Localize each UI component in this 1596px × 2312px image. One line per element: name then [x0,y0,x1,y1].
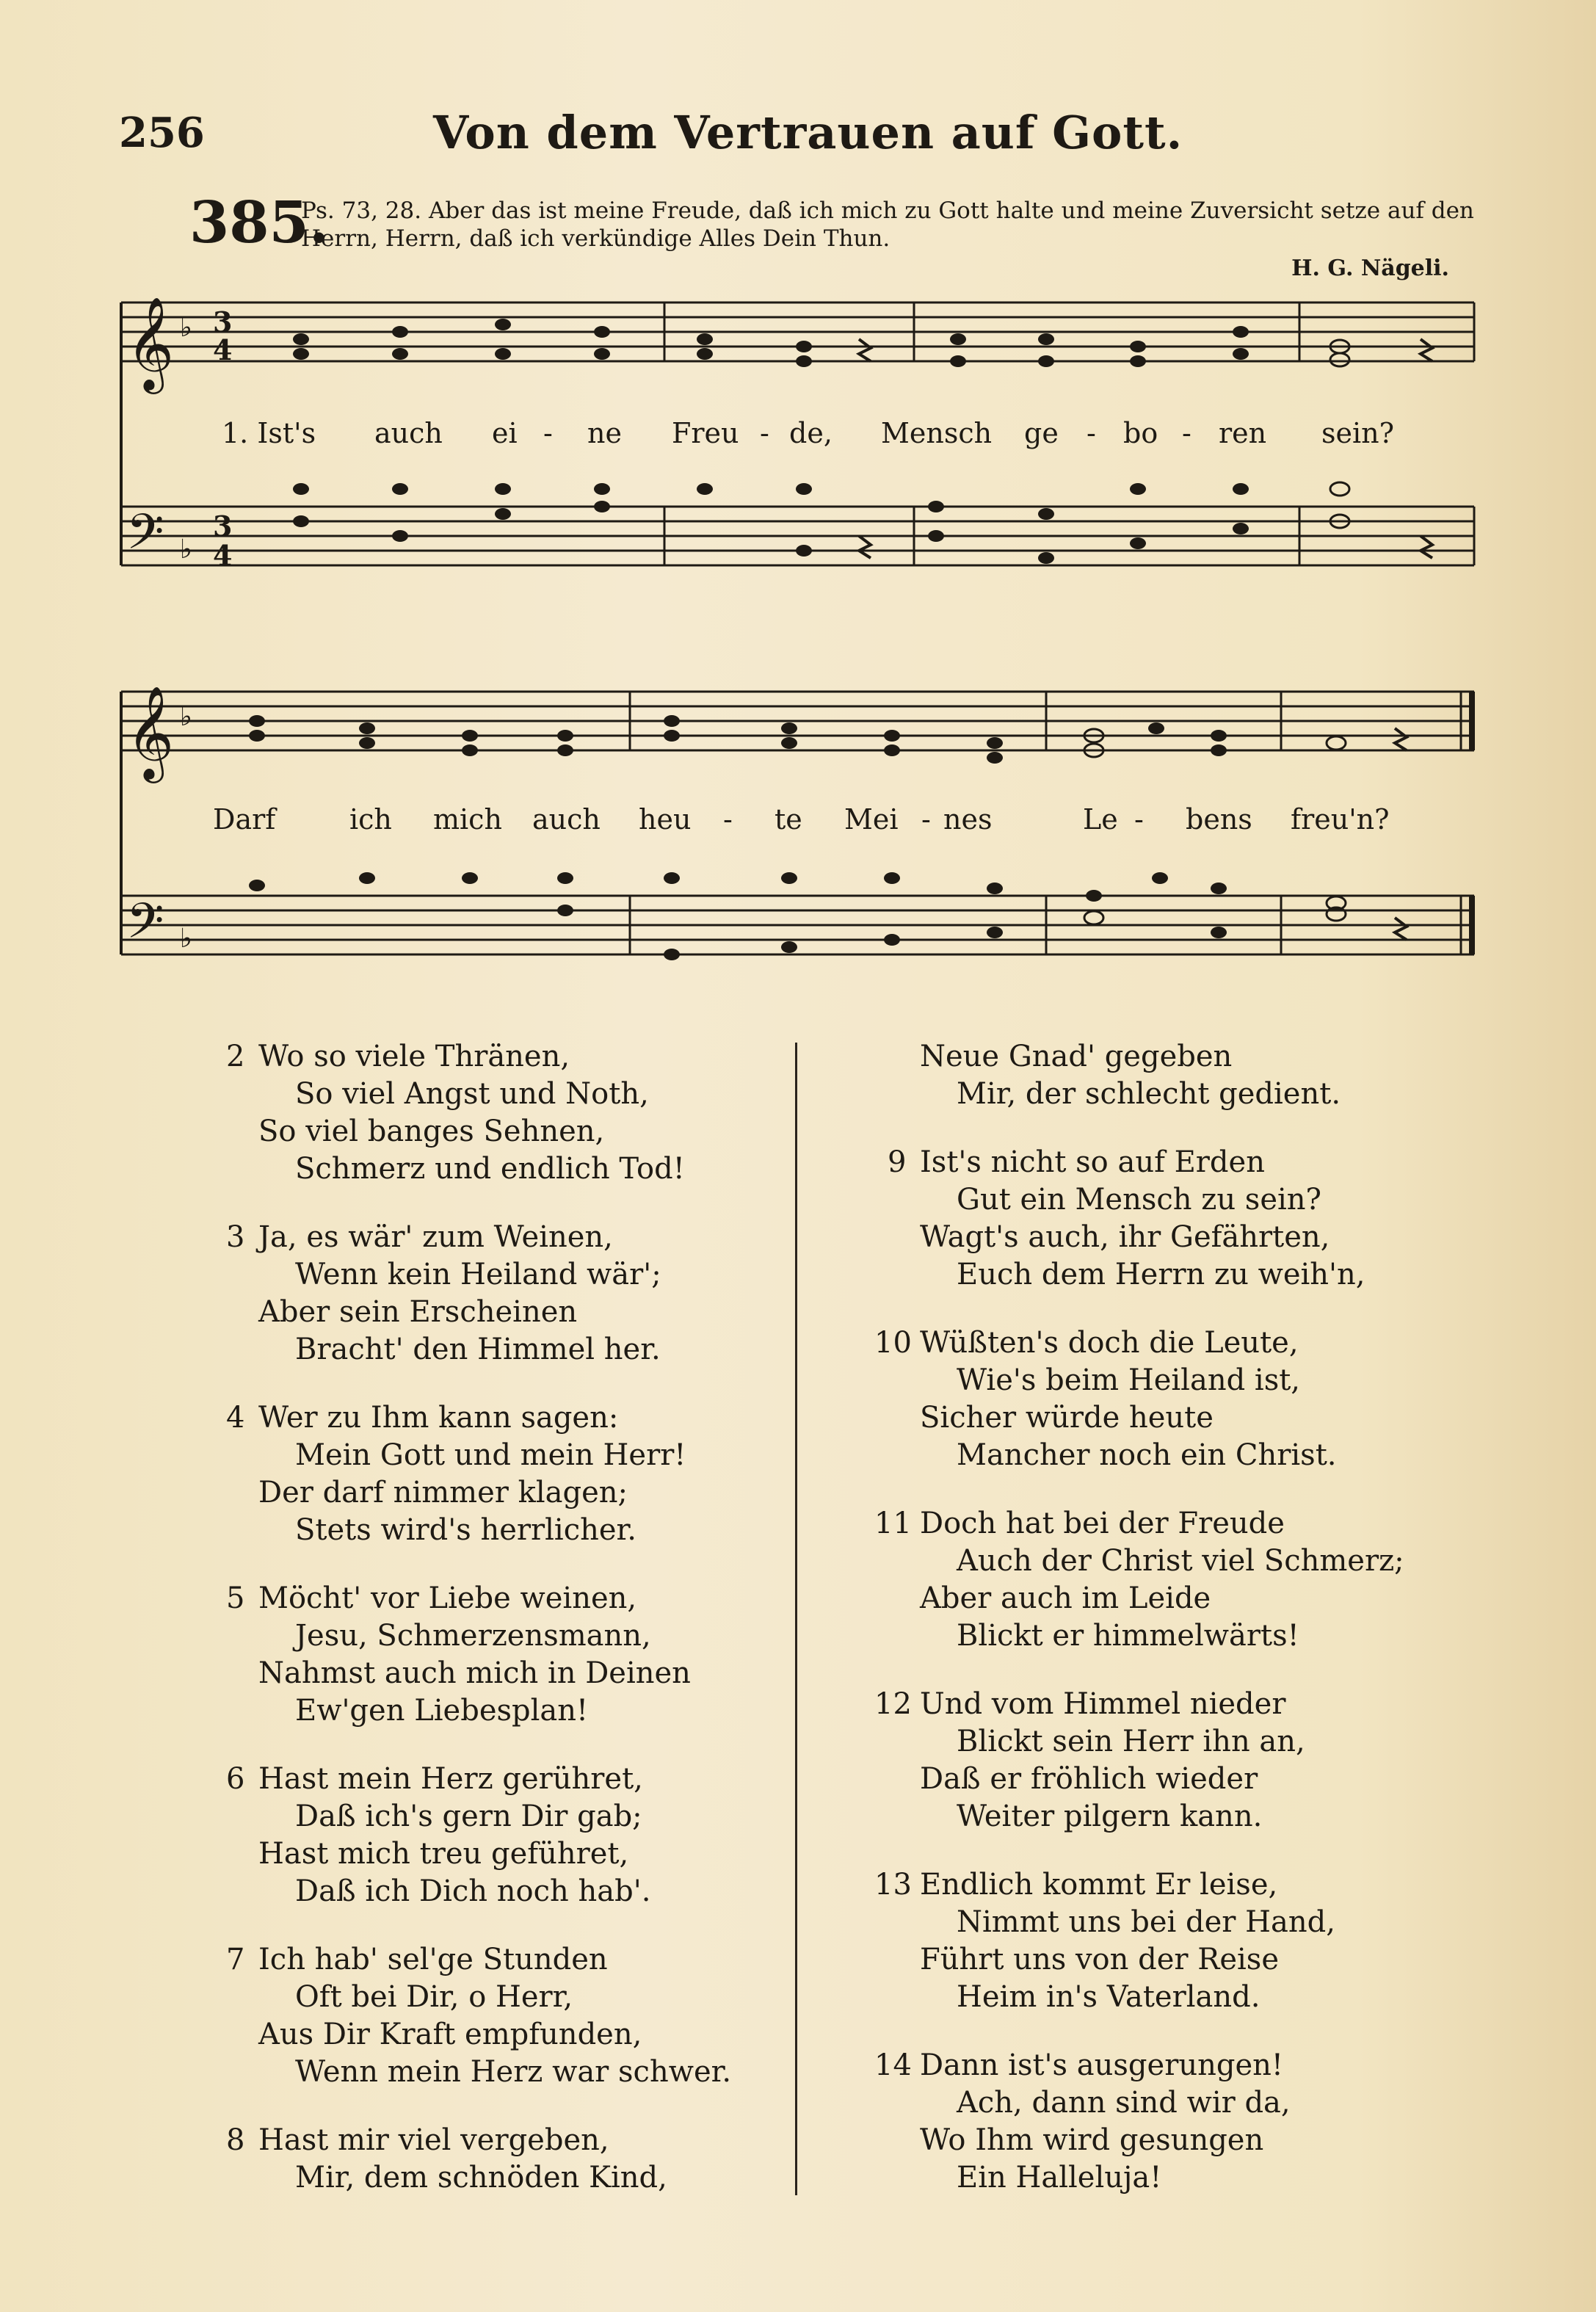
verse-line: Mein Gott und mein Herr! [295,1438,686,1472]
verse-line: Weiter pilgern kann. [957,1800,1263,1833]
verse-number: 12 [874,1687,912,1721]
bass-staff-2 [121,896,1474,954]
hymn-number: 385. [189,189,329,256]
lyric-syllable: - [1087,417,1096,449]
verse-line: Wenn kein Heiland wär'; [295,1258,661,1291]
verse-line: Sicher würde heute [920,1401,1214,1435]
epigraph: Ps. 73, 28. Aber das ist meine Freude, daß ich mich zu Gott halte und meine Zuversicht setze auf den Herrn, Herrn, daß ich verkündige Alles Dein Thun. [301,198,1474,252]
lyrics-line-2 [0,803,1596,840]
lyric-syllable: - [1134,803,1144,836]
lyric-syllable: - [921,803,931,836]
verse-line: Dann ist's ausgerungen! [920,2048,1283,2082]
lyric-syllable: ei [492,417,518,449]
verse-number: 14 [874,2048,912,2082]
verse-number: 8 [226,2123,245,2157]
verse-line: Mir, dem schnöden Kind, [295,2161,667,2195]
verse-line: Aber sein Erscheinen [258,1295,578,1329]
verse-line: So viel banges Sehnen, [258,1115,605,1148]
verse-10 [874,1324,1337,1474]
svg-text:3: 3 [213,510,233,543]
verse-number: 11 [874,1507,912,1540]
verse-line: Möcht' vor Liebe weinen, [258,1581,637,1615]
verse-line: Ich hab' sel'ge Stunden [258,1943,608,1976]
lyric-syllable: ich [349,803,392,836]
verse-number: 10 [874,1326,912,1360]
lyric-syllable: Darf [213,803,276,836]
verse-line: Mancher noch ein Christ. [957,1438,1337,1472]
svg-text:𝄢: 𝄢 [126,893,164,961]
lyric-syllable: freu'n? [1291,803,1390,836]
verse-line: Heim in's Vaterland. [957,1980,1261,2014]
verse-line: Wenn mein Herz war schwer. [295,2055,732,2089]
svg-text:♭: ♭ [180,923,192,954]
verse-line: Mir, der schlecht gedient. [957,1077,1341,1111]
verse-line: Ach, dann sind wir da, [957,2086,1291,2120]
lyric-syllable: ne [587,417,622,449]
verse-line: Wer zu Ihm kann sagen: [258,1401,619,1435]
verse-line: Ja, es wär' zum Weinen, [258,1220,613,1254]
verse-number: 9 [888,1145,907,1179]
verse-line: Wüßten's doch die Leute, [920,1326,1299,1360]
svg-text:♭: ♭ [180,701,192,732]
verse-line: Oft bei Dir, o Herr, [295,1980,573,2014]
lyric-syllable: Mensch [881,417,993,449]
verse-line: Hast mich treu geführet, [258,1837,629,1871]
lyric-syllable: de, [789,417,833,449]
lyric-syllable: - [760,417,769,449]
lyric-syllable: bo [1123,417,1158,449]
verse-line: Nahmst auch mich in Deinen [258,1656,691,1690]
verse-line: Auch der Christ viel Schmerz; [957,1544,1404,1578]
verse-line: Hast mir viel vergeben, [258,2123,609,2157]
verse-3 [226,1219,661,1369]
verse-number: 3 [226,1220,245,1254]
lyric-syllable: auch [374,417,443,449]
verse-line: Blickt sein Herr ihn an, [957,1725,1305,1758]
verse-line: Aber auch im Leide [920,1581,1211,1615]
svg-text:𝄢: 𝄢 [126,504,164,572]
lyric-syllable: Mei [844,803,899,836]
composer-credit: H. G. Nägeli. [1291,256,1449,281]
verse-2 [226,1038,685,1188]
verse-6 [226,1761,651,1910]
treble-staff-2 [121,692,1474,750]
verse-line: Daß ich Dich noch hab'. [295,1874,651,1908]
lyric-syllable: - [543,417,553,449]
verse-line: Blickt er himmelwärts! [957,1619,1299,1653]
verse-line: Führt uns von der Reise [920,1943,1280,1976]
svg-text:𝄞: 𝄞 [126,685,175,779]
verse-5 [226,1580,691,1730]
lyric-syllable: Freu [672,417,739,449]
lyric-syllable: - [1182,417,1191,449]
lyric-syllable: te [775,803,802,836]
verse-line: Daß ich's gern Dir gab; [295,1800,642,1833]
bass-staff-1 [121,507,1474,565]
verse-line: Gut ein Mensch zu sein? [957,1183,1321,1217]
verse-line: Stets wird's herrlicher. [295,1513,636,1547]
lyric-syllable: auch [532,803,601,836]
svg-text:♭: ♭ [180,312,192,343]
verse-number: 7 [226,1943,245,1976]
verse-14 [874,2047,1291,2197]
verse-line: Bracht' den Himmel her. [295,1333,661,1366]
running-title: Von dem Vertrauen auf Gott. [433,106,1183,159]
svg-text:𝄞: 𝄞 [126,296,175,390]
verse-line: Der darf nimmer klagen; [258,1476,628,1510]
verse-line: Nimmt uns bei der Hand, [957,1905,1335,1939]
svg-text:♭: ♭ [180,534,192,565]
verse-line: Euch dem Herrn zu weih'n, [957,1258,1365,1291]
verse-line: Schmerz und endlich Tod! [295,1152,685,1186]
lyric-syllable: ge [1024,417,1059,449]
verse-line: Hast mein Herz gerühret, [258,1762,643,1796]
verse-line: Endlich kommt Er leise, [920,1868,1278,1902]
verse-8 [226,2122,667,2197]
lyric-syllable: 1. Ist's [222,417,316,449]
verse-13 [874,1866,1335,2016]
verse-line: Ist's nicht so auf Erden [920,1145,1265,1179]
verse-number: 5 [226,1581,245,1615]
lyric-syllable: nes [943,803,993,836]
verse-11 [874,1505,1404,1655]
verse-number: 2 [226,1040,245,1073]
lyric-syllable: - [723,803,733,836]
verse-line: Doch hat bei der Freude [920,1507,1285,1540]
svg-text:4: 4 [213,539,233,572]
verse-line: Wo so viele Thränen, [258,1040,570,1073]
treble-staff-1 [121,302,1474,361]
verse-number: 13 [874,1868,912,1902]
verse-line: Neue Gnad' gegeben [920,1040,1233,1073]
verse-line: Wo Ihm wird gesungen [920,2123,1264,2157]
lyric-syllable: heu [639,803,692,836]
verse-number: 6 [226,1762,245,1796]
verse-line: Ein Halleluja! [957,2161,1162,2195]
lyrics-line-1 [0,417,1596,454]
verse-12 [874,1686,1305,1836]
verse-4 [226,1399,686,1549]
verse-line: Daß er fröhlich wieder [920,1762,1258,1796]
verse-9 [888,1144,1365,1294]
verse-number: 4 [226,1401,245,1435]
svg-text:4: 4 [213,333,233,366]
page-number: 256 [119,109,205,157]
verse-line: Aus Dir Kraft empfunden, [258,2018,642,2051]
verse-line: Wie's beim Heiland ist, [957,1363,1301,1397]
verse-line: So viel Angst und Noth, [295,1077,649,1111]
column-divider [795,1043,797,2195]
verse-line: Wagt's auch, ihr Gefährten, [920,1220,1330,1254]
lyric-syllable: mich [433,803,502,836]
verse-line: Und vom Himmel nieder [920,1687,1286,1721]
lyric-syllable: bens [1186,803,1252,836]
verse-line: Jesu, Schmerzensmann, [295,1619,651,1653]
verse-8-continued [920,1038,1341,1113]
lyric-syllable: sein? [1321,417,1394,449]
lyric-syllable: Le [1083,803,1118,836]
verse-line: Ew'gen Liebesplan! [295,1694,589,1728]
verse-7 [226,1941,732,2091]
lyric-syllable: ren [1219,417,1267,449]
svg-text:3: 3 [213,305,233,338]
